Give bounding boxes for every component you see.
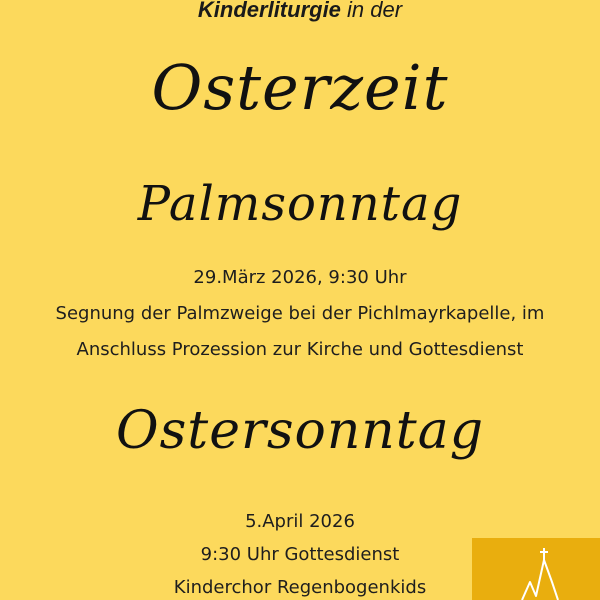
palm-sunday-title: Palmsonntag: [137, 176, 463, 232]
easter-sunday-title: Ostersonntag: [115, 401, 484, 461]
easter-sunday-time: 9:30 Uhr Gottesdienst: [200, 544, 400, 565]
palm-sunday-desc-line2: Anschluss Prozession zur Kirche und Gottesdienst: [76, 339, 524, 360]
church-logo-icon: [472, 538, 600, 600]
palm-sunday-desc-line1: Segnung der Palmzweige bei der Pichlmayrkapelle, im: [55, 303, 545, 324]
header-bold-text: Kinderliturgie: [197, 0, 341, 22]
church-logo-graphic: [472, 538, 600, 600]
palm-sunday-date: 29.März 2026, 9:30 Uhr: [193, 267, 407, 288]
easter-sunday-date: 5.April 2026: [245, 511, 355, 532]
header-line: [0, 0, 600, 24]
easter-sunday-choir: Kinderchor Regenbogenkids: [173, 577, 427, 598]
header-rest-text: in der: [340, 0, 403, 22]
main-title: Osterzeit: [151, 51, 449, 124]
